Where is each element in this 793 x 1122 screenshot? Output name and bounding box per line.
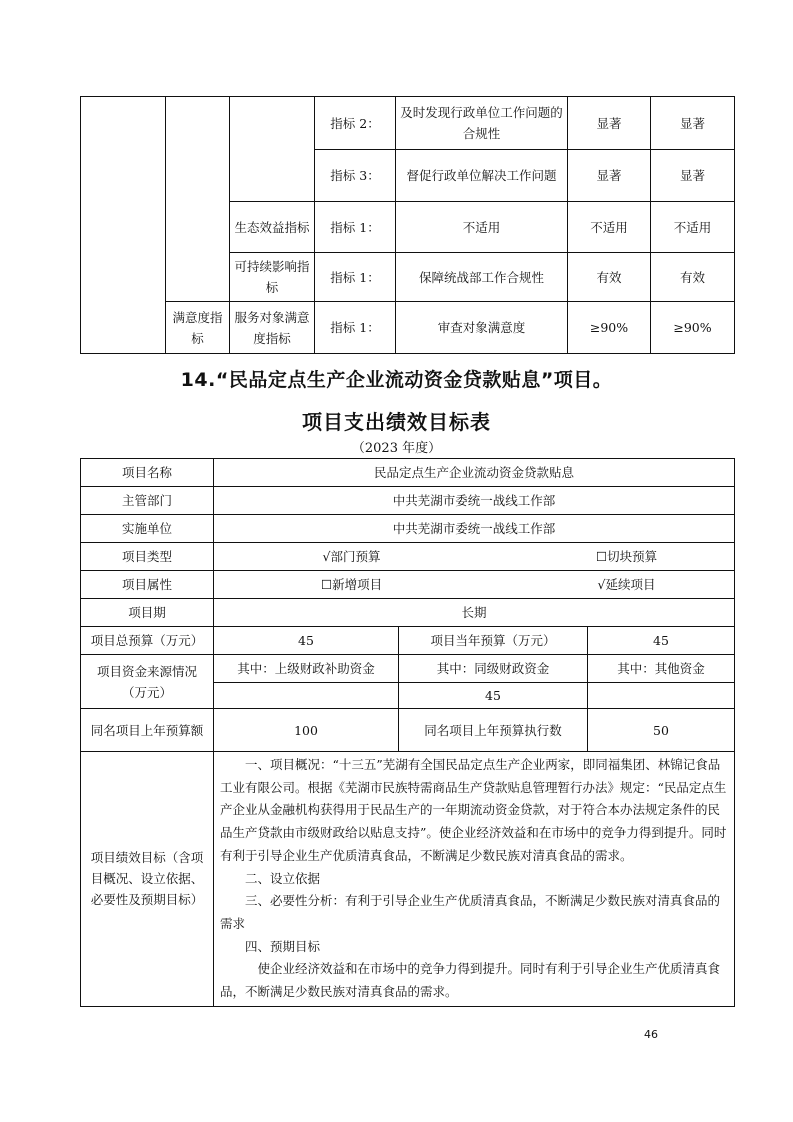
- table-row: [81, 543, 735, 571]
- last-year-budget-label: 同名项目上年预算额: [81, 709, 214, 752]
- table-row: [81, 709, 735, 752]
- actual-value: 不适用: [651, 202, 735, 253]
- primary-indicator-cell: [81, 97, 166, 354]
- tertiary-indicator-cell: [230, 97, 315, 202]
- indicator-label: 指标 1：: [315, 302, 396, 354]
- department-budget-checkbox[interactable]: √部门预算: [322, 549, 381, 564]
- year-budget-value: 45: [588, 627, 735, 655]
- funding-source-label: 项目资金来源情况（万元）: [81, 655, 214, 709]
- target-value: 有效: [568, 253, 651, 302]
- target-value: 显著: [568, 150, 651, 202]
- last-year-budget-value: 100: [214, 709, 399, 752]
- period-label: 项目期: [81, 599, 214, 627]
- table-row: [81, 97, 735, 150]
- actual-value: 显著: [651, 150, 735, 202]
- fiscal-year: （2023 年度）: [351, 441, 442, 456]
- funding-value-superior: [214, 683, 399, 709]
- total-budget-value: 45: [214, 627, 399, 655]
- tertiary-indicator-label: 服务对象满意度指标: [230, 302, 315, 354]
- goal-overview: 一、项目概况：“十三五”芜湖有全国民品定点生产企业两家，即同福集团、林锦记食品工业有限公司。根据《芜湖市民族特需商品生产贷款贴息管理暂行办法》规定：“民品定点生产企业从金融机构获得用于民品生产的一年期流动资金贷款，对于符合本办法规定条件的民品生产贷款由市级财政给以贴息支持”。使企业经济效益和在市场中的竞争力得到提升。同时有利于引导企业生产优质清真食品，不断满足少数民族对清真食品的需求。: [220, 757, 727, 863]
- table-row: [81, 655, 735, 683]
- indicator-content: 督促行政单位解决工作问题: [396, 150, 568, 202]
- actual-value: 有效: [651, 253, 735, 302]
- period-value: 长期: [214, 599, 735, 627]
- table-row: [81, 599, 735, 627]
- last-year-exec-value: 50: [588, 709, 735, 752]
- performance-goal-label: 项目绩效目标（含项目概况、设立依据、必要性及预期目标）: [81, 752, 214, 1007]
- table-row: [81, 515, 735, 543]
- indicator-label: 指标 2：: [315, 97, 396, 150]
- tertiary-indicator-label: 生态效益指标: [230, 202, 315, 253]
- unit-label: 实施单位: [81, 515, 214, 543]
- table-row: [81, 487, 735, 515]
- secondary-indicator-label: 满意度指标: [166, 302, 230, 354]
- new-project-checkbox[interactable]: ☐新增项目: [320, 577, 383, 592]
- table-row: [81, 302, 735, 354]
- section-heading: 14.“民品定点生产企业流动资金贷款贴息”项目。: [180, 369, 613, 391]
- indicator-table-continued: [80, 96, 735, 354]
- actual-value: 显著: [651, 97, 735, 150]
- indicator-content: 保障统战部工作合规性: [396, 253, 568, 302]
- indicator-content: 及时发现行政单位工作问题的合规性: [396, 97, 568, 150]
- table-row: [81, 627, 735, 655]
- dept-label: 主管部门: [81, 487, 214, 515]
- funding-header-superior: 其中：上级财政补助资金: [214, 655, 399, 683]
- goal-expected-content: 使企业经济效益和在市场中的竞争力得到提升。同时有利于引导企业生产优质清真食品，不断满足少数民族对清真食品的需求。: [220, 961, 721, 1000]
- year-budget-label: 项目当年预算（万元）: [399, 627, 588, 655]
- indicator-label: 指标 3：: [315, 150, 396, 202]
- project-name-value: 民品定点生产企业流动资金贷款贴息: [214, 459, 735, 487]
- goal-necessity: 三、必要性分析：有利于引导企业生产优质清真食品，不断满足少数民族对清真食品的需求: [220, 893, 721, 931]
- table-row: [81, 459, 735, 487]
- target-value: ≥90%: [568, 302, 651, 354]
- funding-value-other: [588, 683, 735, 709]
- target-value: 不适用: [568, 202, 651, 253]
- indicator-content: 不适用: [396, 202, 568, 253]
- project-type-label: 项目类型: [81, 543, 214, 571]
- performance-target-table: [80, 458, 735, 1007]
- table-row: [81, 752, 735, 1007]
- indicator-label: 指标 1：: [315, 253, 396, 302]
- unit-value: 中共芜湖市委统一战线工作部: [214, 515, 735, 543]
- table-title: 项目支出绩效目标表: [302, 410, 491, 434]
- project-name-label: 项目名称: [81, 459, 214, 487]
- indicator-label: 指标 1：: [315, 202, 396, 253]
- secondary-indicator-cell: [166, 97, 230, 302]
- dept-value: 中共芜湖市委统一战线工作部: [214, 487, 735, 515]
- goal-basis: 二、设立依据: [245, 870, 321, 886]
- table-row: [81, 571, 735, 599]
- funding-header-other: 其中：其他资金: [588, 655, 735, 683]
- actual-value: ≥90%: [651, 302, 735, 354]
- block-budget-checkbox[interactable]: ☐切块预算: [595, 549, 658, 564]
- target-value: 显著: [568, 97, 651, 150]
- performance-goal-content: [214, 752, 735, 1007]
- funding-header-same-level: 其中：同级财政资金: [399, 655, 588, 683]
- indicator-content: 审查对象满意度: [396, 302, 568, 354]
- funding-value-same-level: 45: [399, 683, 588, 709]
- continuing-project-checkbox[interactable]: √延续项目: [597, 577, 656, 592]
- goal-expected-heading: 四、预期目标: [245, 938, 321, 954]
- total-budget-label: 项目总预算（万元）: [81, 627, 214, 655]
- last-year-exec-label: 同名项目上年预算执行数: [399, 709, 588, 752]
- tertiary-indicator-label: 可持续影响指标: [230, 253, 315, 302]
- project-attr-label: 项目属性: [81, 571, 214, 599]
- page-number: 46: [644, 1028, 658, 1041]
